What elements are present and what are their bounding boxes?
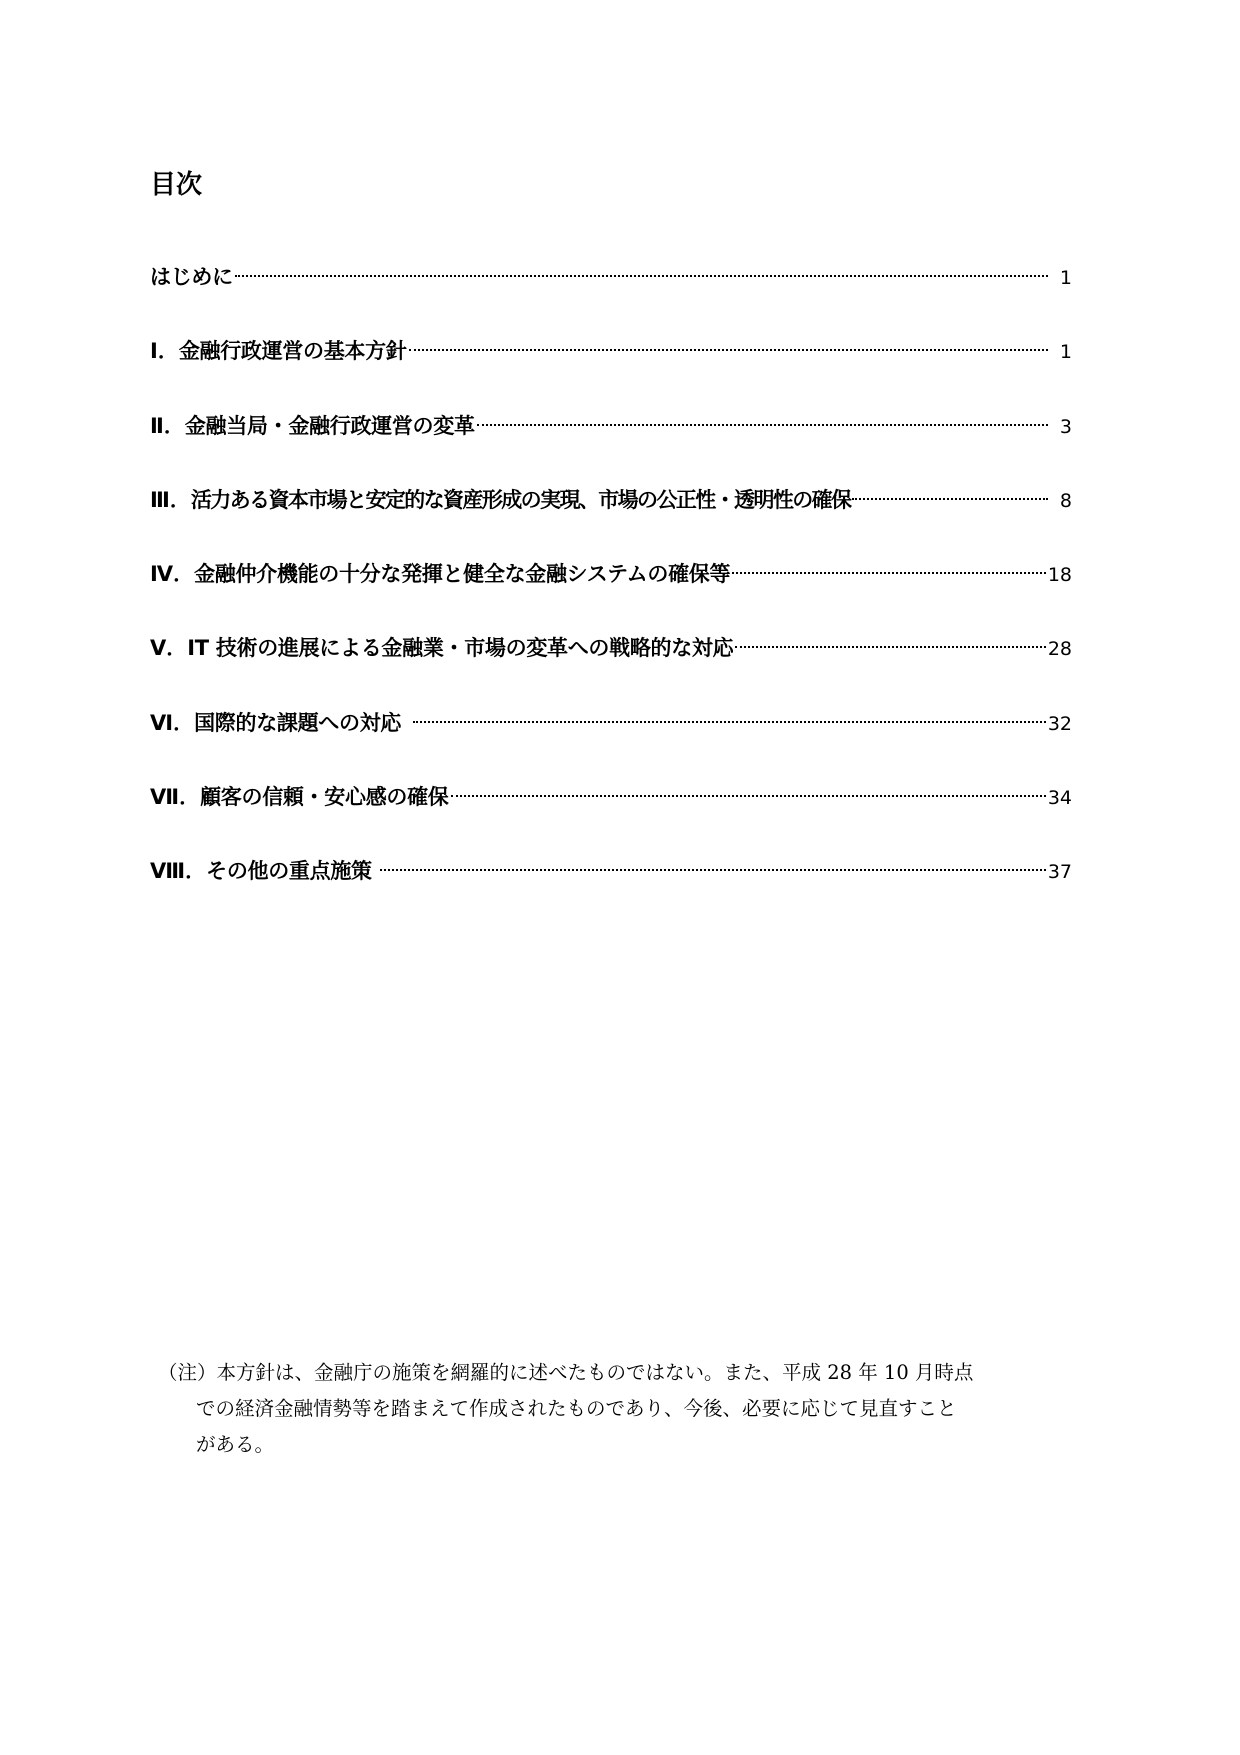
toc-entry-heading: 金融当局・金融行政運営の変革	[184, 413, 475, 438]
footnote	[158, 1355, 1098, 1463]
toc-entry-section-4[interactable]	[150, 559, 1072, 589]
toc-entry-heading: 金融仲介機能の十分な発揮と健全な金融システムの確保等	[194, 562, 731, 587]
toc-entry-section-7[interactable]	[150, 782, 1072, 812]
toc-entry-numeral: Ⅲ．	[150, 487, 191, 512]
toc-entry-section-1[interactable]	[150, 336, 1072, 366]
toc-entry-section-2[interactable]	[150, 411, 1072, 441]
dot-leader	[235, 275, 1048, 277]
toc-entry-page-number: 37	[1047, 861, 1072, 884]
toc-entry-section-6[interactable]	[150, 708, 1072, 738]
dot-leader	[477, 424, 1048, 426]
toc-entry-page-number: 18	[1047, 564, 1072, 587]
dot-leader	[852, 498, 1048, 500]
dot-leader	[409, 349, 1048, 351]
toc-entry-section-8[interactable]	[150, 856, 1072, 886]
toc-entry-page-number: 28	[1047, 638, 1072, 661]
toc-entry-heading: はじめに	[150, 265, 233, 289]
toc-title: 目次	[150, 170, 203, 200]
table-of-contents	[150, 262, 1072, 931]
footnote-line: （注）本方針は、金融庁の施策を網羅的に述べたものではない。また、平成 28 年 10 月時点	[158, 1361, 974, 1384]
toc-entry-heading: 活力ある資本市場と安定的な資産形成の実現、市場の公正性・透明性の確保	[190, 487, 851, 512]
toc-entry-page-number: 1	[1059, 267, 1072, 289]
toc-entry-numeral: Ⅱ．	[150, 413, 185, 438]
dot-leader	[735, 646, 1045, 648]
toc-entry-page-number: 3	[1059, 415, 1072, 438]
toc-entry-heading: 国際的な課題への対応	[194, 710, 402, 735]
toc-entry-introduction[interactable]	[150, 262, 1072, 292]
toc-entry-page-number: 8	[1059, 489, 1072, 512]
toc-entry-heading: 金融行政運営の基本方針	[178, 339, 407, 364]
toc-entry-numeral: Ⅳ．	[150, 562, 195, 587]
toc-entry-section-3[interactable]	[150, 485, 1072, 515]
toc-entry-heading: その他の重点施策	[206, 859, 372, 884]
toc-entry-heading: 顧客の信頼・安心感の確保	[200, 785, 449, 810]
toc-entry-numeral: Ⅴ．	[150, 636, 188, 661]
toc-entry-section-5[interactable]	[150, 633, 1072, 663]
toc-entry-page-number: 1	[1059, 341, 1072, 364]
toc-entry-numeral: Ⅰ．	[150, 339, 179, 364]
toc-entry-numeral: Ⅷ．	[150, 859, 207, 884]
dot-leader	[451, 795, 1046, 797]
dot-leader	[380, 869, 1046, 871]
dot-leader	[732, 572, 1046, 574]
toc-entry-page-number: 34	[1047, 787, 1072, 810]
footnote-line: がある。	[196, 1433, 275, 1456]
toc-entry-numeral: Ⅵ．	[150, 710, 195, 735]
footnote-line: での経済金融情勢等を踏まえて作成されたものであり、今後、必要に応じて見直すこと	[196, 1397, 957, 1420]
toc-entry-page-number: 32	[1047, 712, 1072, 735]
toc-entry-heading: IT 技術の進展による金融業・市場の変革への戦略的な対応	[187, 636, 734, 661]
dot-leader	[413, 721, 1046, 723]
toc-entry-numeral: Ⅶ．	[150, 785, 201, 810]
